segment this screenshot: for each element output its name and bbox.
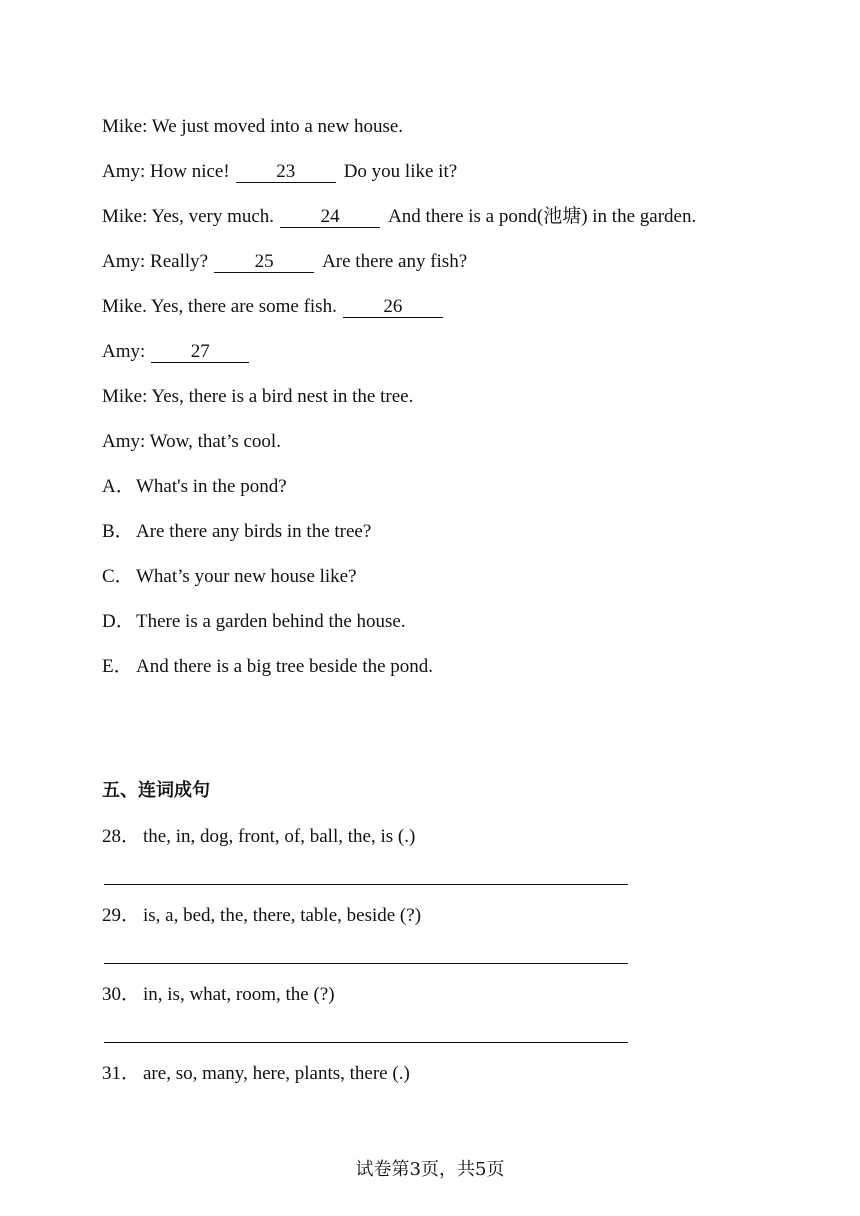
option-text: There is a garden behind the house. xyxy=(136,611,406,632)
answer-blank-26[interactable]: 26 xyxy=(343,297,443,318)
dialogue-line-6 xyxy=(102,340,257,364)
option-letter: D． xyxy=(102,611,135,632)
question-29 xyxy=(102,904,421,928)
question-number: 29． xyxy=(102,905,141,926)
option-letter: A． xyxy=(102,476,135,497)
dialogue-line-7 xyxy=(102,385,413,409)
option-c xyxy=(102,565,357,589)
answer-line-29[interactable] xyxy=(104,963,628,964)
option-letter: E． xyxy=(102,656,133,677)
dialogue-line-4 xyxy=(102,250,467,274)
option-letter: C． xyxy=(102,566,134,587)
option-b xyxy=(102,520,371,544)
dialogue-line-5 xyxy=(102,295,451,319)
question-text: in, is, what, room, the (?) xyxy=(143,984,335,1005)
dialogue-text-after: Are there any fish? xyxy=(322,251,468,272)
dialogue-text: Amy: Wow, that’s cool. xyxy=(102,431,281,452)
dialogue-line-3 xyxy=(102,205,696,229)
question-text: are, so, many, here, plants, there (.) xyxy=(143,1063,410,1084)
question-number: 28． xyxy=(102,826,141,847)
answer-line-30[interactable] xyxy=(104,1042,628,1043)
dialogue-line-8 xyxy=(102,430,281,454)
section-heading: 五、连词成句 xyxy=(102,780,210,801)
dialogue-line-2 xyxy=(102,160,457,184)
dialogue-text: Mike. Yes, there are some fish. xyxy=(102,296,337,317)
option-letter: B． xyxy=(102,521,134,542)
question-number: 30． xyxy=(102,984,141,1005)
option-text: And there is a big tree beside the pond. xyxy=(136,656,434,677)
dialogue-text: Amy: xyxy=(102,341,146,362)
answer-blank-25[interactable]: 25 xyxy=(214,252,314,273)
option-a xyxy=(102,475,287,499)
dialogue-text: Mike: We just moved into a new house. xyxy=(102,116,404,137)
question-28 xyxy=(102,825,415,849)
question-31 xyxy=(102,1062,410,1086)
dialogue-text: Mike: Yes, there is a bird nest in the tree. xyxy=(102,386,414,407)
dialogue-text-after: And there is a pond(池塘) in the garden. xyxy=(388,206,697,227)
question-text: the, in, dog, front, of, ball, the, is (.) xyxy=(143,826,416,847)
dialogue-text: Amy: How nice! xyxy=(102,161,230,182)
dialogue-text: Amy: Really? xyxy=(102,251,209,272)
answer-blank-23[interactable]: 23 xyxy=(236,162,336,183)
option-text: What's in the pond? xyxy=(136,476,287,497)
option-text: Are there any birds in the tree? xyxy=(136,521,372,542)
dialogue-line-1 xyxy=(102,115,403,139)
answer-line-28[interactable] xyxy=(104,884,628,885)
option-text: What’s your new house like? xyxy=(136,566,357,587)
dialogue-text: Mike: Yes, very much. xyxy=(102,206,275,227)
dialogue-text-after: Do you like it? xyxy=(343,161,458,182)
answer-blank-24[interactable]: 24 xyxy=(280,207,380,228)
question-30 xyxy=(102,983,335,1007)
answer-blank-27[interactable]: 27 xyxy=(151,342,249,363)
option-d xyxy=(102,610,406,634)
option-e xyxy=(102,655,433,679)
question-text: is, a, bed, the, there, table, beside (?) xyxy=(143,905,422,926)
question-number: 31． xyxy=(102,1063,141,1084)
page-footer: 试卷第3页，共5页 xyxy=(355,1159,505,1180)
